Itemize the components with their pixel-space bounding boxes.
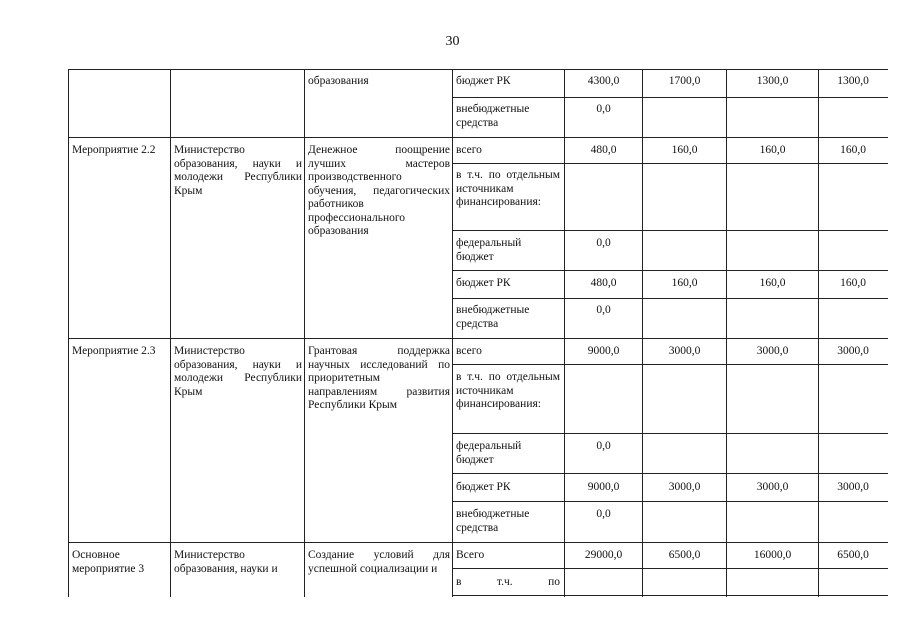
value-cell: 3000,0 — [668, 481, 701, 493]
row-line — [452, 298, 888, 299]
value-cell: 0,0 — [596, 237, 611, 249]
source-label: бюджет РК — [456, 277, 511, 289]
value-cell: 4300,0 — [587, 75, 620, 87]
row-line — [68, 542, 888, 543]
source-label: Всего — [456, 549, 485, 561]
table-divider — [452, 69, 453, 597]
value-cell: 1300,0 — [756, 75, 789, 87]
row-line — [452, 270, 888, 271]
page-number: 30 — [445, 34, 460, 49]
source-label: федеральный бюджет — [456, 440, 522, 466]
value-cell: 3000,0 — [756, 481, 789, 493]
row-line — [452, 568, 888, 569]
measure-name: Мероприятие 2.2 — [72, 144, 156, 156]
executor-cell: Министерство образования, науки и молодежи Республики Крым — [174, 144, 302, 197]
description-cell: образования — [308, 75, 369, 87]
value-cell: 160,0 — [671, 277, 698, 289]
value-cell: 0,0 — [596, 103, 611, 115]
row-line — [452, 433, 888, 434]
source-label: федеральный бюджет — [456, 237, 522, 263]
source-label: внебюджетные средства — [456, 304, 530, 330]
row-line — [68, 338, 888, 339]
row-line — [452, 163, 888, 164]
value-cell: 160,0 — [840, 144, 866, 156]
value-cell: 1700,0 — [668, 75, 701, 87]
row-line — [452, 473, 888, 474]
source-label: внебюджетные средства — [456, 508, 530, 534]
table-border-left — [68, 69, 69, 597]
value-cell: 9000,0 — [587, 345, 620, 357]
value-cell: 1300,0 — [837, 75, 869, 87]
source-label: в т.ч. по отдельным источникам финансирования: — [456, 169, 560, 208]
source-label: в т.ч. по отдельным источникам финансирования: — [456, 371, 560, 410]
value-cell: 160,0 — [759, 144, 786, 156]
value-cell: 0,0 — [596, 508, 611, 520]
description-cell: Создание условий для успешной социализации и — [308, 549, 450, 575]
measure-name: Основное мероприятие 3 — [72, 549, 145, 575]
source-label: бюджет РК — [456, 75, 511, 87]
description-cell: Грантовая поддержка научных исследований по приоритетным направлениям развития Республики Крым — [308, 345, 450, 411]
source-label: всего — [456, 144, 482, 156]
value-cell: 0,0 — [596, 304, 611, 316]
value-cell: 160,0 — [671, 144, 698, 156]
value-cell: 0,0 — [596, 440, 611, 452]
row-line — [452, 501, 888, 502]
table-border-top — [68, 69, 888, 70]
value-cell: 160,0 — [840, 277, 866, 289]
value-cell: 3000,0 — [668, 345, 701, 357]
table-divider — [304, 69, 305, 597]
value-cell: 3000,0 — [837, 481, 869, 493]
value-cell: 16000,0 — [753, 549, 792, 561]
row-line — [452, 364, 888, 365]
value-cell: 3000,0 — [756, 345, 789, 357]
value-cell: 480,0 — [590, 144, 617, 156]
description-cell: Денежное поощрение лучших мастеров производственного обучения, педагогических работников профессионального образования — [308, 144, 450, 237]
value-cell: 3000,0 — [837, 345, 869, 357]
table-divider — [170, 69, 171, 597]
source-label: в т.ч. по — [456, 576, 560, 588]
executor-cell: Министерство образования, науки и молодежи Республики Крым — [174, 345, 302, 398]
row-line — [452, 97, 888, 98]
value-cell: 6500,0 — [668, 549, 701, 561]
source-label: внебюджетные средства — [456, 103, 530, 129]
source-label: бюджет РК — [456, 481, 511, 493]
row-line — [452, 595, 888, 596]
row-line — [68, 137, 888, 138]
value-cell: 29000,0 — [584, 549, 623, 561]
executor-cell: Министерство образования, науки и — [174, 549, 278, 575]
row-line — [452, 230, 888, 231]
value-cell: 160,0 — [759, 277, 786, 289]
value-cell: 6500,0 — [837, 549, 869, 561]
measure-name: Мероприятие 2.3 — [72, 345, 156, 357]
value-cell: 9000,0 — [587, 481, 620, 493]
value-cell: 480,0 — [590, 277, 617, 289]
source-label: всего — [456, 345, 482, 357]
